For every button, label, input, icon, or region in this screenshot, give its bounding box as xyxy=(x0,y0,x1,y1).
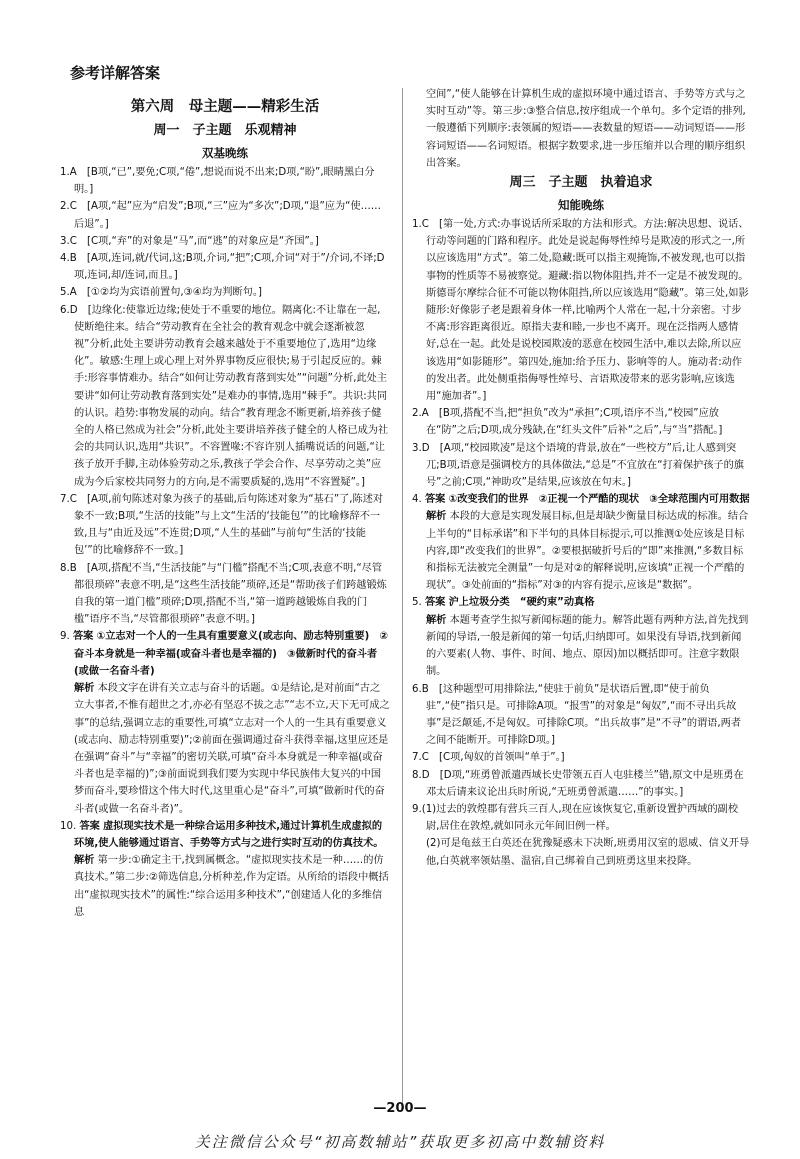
right-column xyxy=(412,86,750,870)
analysis-text: 本题考查学生拟写新闻标题的能力。解答此题有两种方法,首先找到新闻的导语,一般是新闻的第一句话,归纳即可。如果没有导语,找到新闻的六要素(人物、事件、时间、地点、原因)加以概括即可。注意字数限制。 xyxy=(426,614,749,678)
week-title: 第六周 母主题——精彩生活 xyxy=(130,99,320,115)
answer-item: 2.C [A项,“起”应为“启发”;B项,“三”应为“多次”;D项,“退”应为“使……后退”。] xyxy=(60,201,381,230)
analysis-9 xyxy=(60,680,390,818)
answer-item-continued: (2)可是龟兹王白英还在犹豫疑惑未下决断,班勇用汉室的恩威、信义开导他,白英就率领姑墨、温宿,自己绑着自己到班勇这里来投降。 xyxy=(426,838,750,867)
day1-subtitle: 双基晚练 xyxy=(202,146,248,160)
answer-item: 6.D [边缘化:使靠近边缘;使处于不重要的地位。隔离化:不让靠在一起,使断绝往来。结合“劳动教育在全社会的教育观念中就会逐渐被忽视”分析,此处主要讲劳动教育会越来越处于不重要地位了,选用“边缘化”。敏感:生理上或心理上对外界事物反应很快;易于引起反应的。棘手:形容事情难办。结合“如何让劳动教育落到实处”“问题”分析,此处主要讲“如何让劳动教育落到实处”是难办的事情,选用“棘手”。共识:共同的认识。趋势:事物发展的动向。结合“教育理念不断更新,培养孩子健全的人格已然成为社会”分析,此处主要讲培养孩子健全的人格已成为社会的共同认识,选用“共识”。不容置喙:不容许别人插嘴说话的问题,“让孩子放开手脚,主动体验劳动之乐,教孩子学会合作、尽享劳动之美”应成为今后家校共同努力的方向,是不需要质疑的,选用“不容置疑”。] xyxy=(60,304,389,488)
analysis-10-continued: 空间”,“使人能够在计算机生成的虚拟环境中通过语言、手势等方式与之实时互动”等。第三步:③整合信息,按序组成一个单句。多个定语的排列,一般遵循下列顺序:表领属的短语——表数量的短语——动词短语——形容词短语——名词短语。根据字数要求,进一步压缩并以合理的顺序组织出答案。 xyxy=(426,89,746,169)
answer-item: 3.D [A项,“校园欺凌”是这个语境的背景,放在“一些校方”后,让人感到突兀;B项,语意是强调校方的具体做法,“总是”不宜放在“打着保护孩子的旗号”之前;C项,“神助攻”是结果,应该放在句末。] xyxy=(412,442,744,489)
analysis-text: 本段的大意是实现发展目标,但是却缺少衡量目标达成的标准。结合上半句的“目标承诺”和下半句的具体目标提示,可以推测①处应该是目标内容,即“改变我们的世界”。②要根据破折号后的“即”来推测,“多数目标和指标无法被完全测量”一句是对②的解释说明,应该填“正视一个严酷的现状”。③处前面的“指标”对③的内容有提示,应该是“数据”。 xyxy=(426,511,749,592)
left-column xyxy=(60,92,390,921)
answer-label: 答案 xyxy=(424,597,446,609)
column-divider xyxy=(402,88,403,1108)
answer-text: 沪上垃圾分类 “硬约束”动真格 xyxy=(448,597,595,609)
answer-item: 7.C [C项,匈奴的首领叫“单于”。] xyxy=(412,752,565,764)
answer-item: 1.A [B项,“已”,要免;C项,“倦”,想说而说不出来;D项,“盼”,眼睛黑白分明。] xyxy=(60,167,375,196)
answer-item-5 xyxy=(412,594,750,611)
analysis-10 xyxy=(60,852,390,921)
answer-item: 1.C [第一处,方式:办事说话所采取的方法和形式。方法:解决思想、说话、行动等问题的门路和程序。此处是说起侮辱性绰号是欺凌的形式之一,所以应该选用“方式”。第二处,隐藏:既可以指主观掩饰,不被发现,也可以指事物的性质等不易被察觉。避藏:指以物体阻挡,并不一定是不被发现的。斯德哥尔摩综合征不可能以物体阻挡,所以应该选用“隐藏”。第三处,如影随形:好像影子老是跟着身体一样,比喻两个人常在一起,十分亲密。寸步不离:形容距离很近。原指夫妻和睦,一步也不离开。现在泛指两人感情好,总在一起。此处是说校园欺凌的恶意在校园生活中,难以去除,所以应该选用“如影随形”。第四处,施加:给予压力、影响等的人。施动者:动作的发出者。此处侧重指侮辱性绰号、言语欺凌带来的恶劣影响,应该选用“施加者”。] xyxy=(412,219,749,403)
page-number: —200— xyxy=(373,1101,427,1116)
answer-item: 4.B [A项,连词,就/代词,这;B项,介词,“把”;C项,介词“对于”/介词,不译;D项,连词,却/连词,而且。] xyxy=(60,253,385,282)
answer-text: ①改变我们的世界 ②正视一个严酷的现状 ③全球范围内可用数据 xyxy=(448,494,750,506)
answer-item: 3.C [C项,“弃”的对象是“马”,而“逃”的对象应是“齐国”。] xyxy=(60,235,319,247)
footer-note: 关注微信公众号“初高数辅站”获取更多初高中数辅资料 xyxy=(194,1133,606,1151)
answer-item: 8.B [A项,搭配不当,“生活技能”与“门槛”搭配不当;C项,表意不明,“尽管都很琐碎”表意不明,是“这些生活技能”琐碎,还是“帮助孩子们跨越锻炼自我的第一道门槛”琐碎;D项,搭配不当,“第一道跨越锻炼自我的门槛”语序不当,“尽管都很琐碎”表意不明。] xyxy=(60,562,387,626)
analysis-label: 解析 xyxy=(426,511,447,523)
analysis-4 xyxy=(412,508,750,594)
answer-item-4 xyxy=(412,491,750,508)
day3-title: 周三 子主题 执着追求 xyxy=(509,175,653,191)
item-number: 9. xyxy=(60,631,70,643)
page-header: 参考详解答案 xyxy=(70,64,161,82)
answer-label: 答案 xyxy=(72,631,94,643)
answer-item: 6.B [这种题型可用排除法,“使驻于前负”是状语后置,即“使于前负驻”,“使”指只是。可排除A项。“报雪”的对象是“匈奴”,“而不寻出兵故事”是泛颠延,不是匈奴。可排除C项。“出兵故事”是“不寻”的谓语,两者之间不能断开。可排除D项。] xyxy=(412,683,742,747)
analysis-label: 解析 xyxy=(74,683,95,695)
answer-label: 答案 xyxy=(424,494,446,506)
answer-item: 9.(1)过去的敦煌郡有营兵三百人,现在应该恢复它,重新设置护西域的副校尉,居住在敦煌,就如同永元年间旧例一样。 xyxy=(412,803,739,833)
answer-item: 5.A [①②均为宾语前置句,③④均为判断句。] xyxy=(60,287,262,299)
answer-item-10 xyxy=(60,818,390,852)
item-number: 10. xyxy=(60,820,77,832)
day3-subtitle: 知能晚练 xyxy=(558,198,604,213)
item-number: 4. xyxy=(412,494,422,506)
answer-label: 答案 xyxy=(79,820,100,832)
analysis-5 xyxy=(412,612,750,681)
analysis-label: 解析 xyxy=(74,855,95,867)
answer-text: 虚拟现实技术是一种综合运用多种技术,通过计算机生成虚拟的环境,使人能够通过语言、手势等方式与之进行实时互动的仿真技术。 xyxy=(74,820,384,849)
analysis-label: 解析 xyxy=(426,614,447,626)
answer-item-9 xyxy=(60,628,390,680)
item-number: 5. xyxy=(412,597,422,609)
answer-item: 7.C [A项,前句陈述对象为孩子的基础,后句陈述对象为“基石”了,陈述对象不一致;B项,“生活的技能”与上文“生活的‘技能包’”的比喻修辞不一致,且与“由近及远”不连贯;D项,“人生的基础”与前句“生活的‘技能包’”的比喻修辞不一致。] xyxy=(60,493,384,557)
day1-title: 周一 子主题 乐观精神 xyxy=(153,123,297,138)
analysis-text: 第一步:①确定主干,找到属概念。“虚拟现实技术是一种……的仿真技术。”第二步:②筛选信息,分析种差,作为定语。从所给的语段中概括出“虚拟现实技术”的属性:“综合运用多种技术”,“创建适人化的多维信息 xyxy=(74,855,389,918)
answer-item: 2.A [B项,搭配不当,把“担负”改为“承担”;C项,语序不当,“校园”应放在“防”之后;D项,成分残缺,在“红头文件”后补“之后”,与“当”搭配。] xyxy=(412,408,723,437)
answer-text: ①立志对一个人的一生具有重要意义(或志向、励志特别重要) ②奋斗本身就是一种幸福(或奋斗者也是幸福的) ③做新时代的奋斗者(或做一名奋斗者) xyxy=(74,631,389,677)
analysis-text: 本段文字在讲有关立志与奋斗的话题。①是结论,是对前面“古之立大事者,不惟有超世之才,亦必有坚忍不拔之志”“志不立,天下无可成之事”的总结,强调立志的重要性,可填“立志对一个人的一生具有重要意义(或志向、励志特别重要)”;②前面在强调通过奋斗获得幸福,这里应还是在强调“奋斗”与“幸福”的密切关联,可填“奋斗本身就是一种幸福(或奋斗者也是幸福的)”;③前面说到我们要为实现中华民族伟大复兴的中国梦而奋斗,要珍惜这个伟大时代,这里重心是“奋斗”,可填“做新时代的奋斗者(或做一名奋斗者)”。 xyxy=(74,683,390,815)
answer-item: 8.D [D项,“班勇曾派遣西域长史带领五百人屯驻楼兰”错,原文中是班勇在邓太后请来议论出兵时所说,“无班勇曾派遣……”的事实。] xyxy=(412,769,744,798)
